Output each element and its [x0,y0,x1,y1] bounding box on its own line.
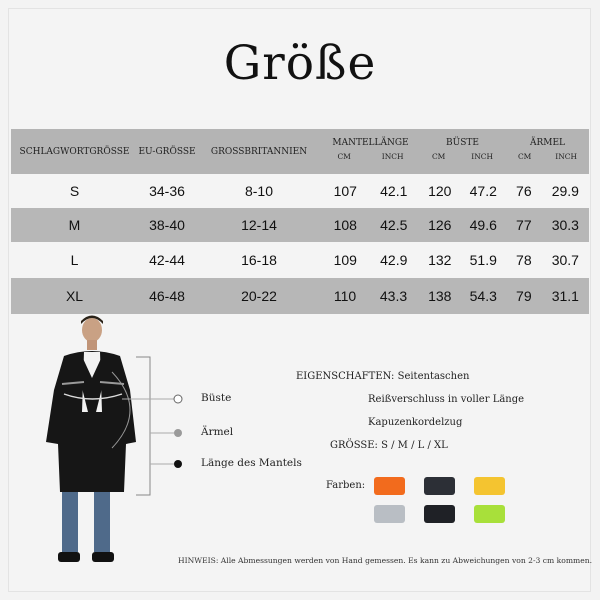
colors-label: Farben: [326,480,366,491]
bust-marker-icon [174,395,182,403]
page-title: Größe [223,36,377,91]
unit-inch: INCH [471,152,494,161]
unit-inch: INCH [555,152,578,161]
cell-eu: 42-44 [149,252,185,268]
color-swatch-black[interactable] [424,505,455,523]
cell-length: 107 42.1 [333,183,408,199]
header-eu-size: EU-GRÖSSE [138,129,196,174]
cell-bust: 132 51.9 [428,252,497,268]
property-item: Kapuzenkordelzug [368,417,463,428]
cell-sleeve: 77 30.3 [506,208,589,242]
unit-inch: INCH [381,152,404,161]
cell-size: M [11,208,138,242]
cell-bust: 138 54.3 [419,278,506,314]
color-swatch-lime[interactable] [474,505,505,523]
color-swatch-light-gray[interactable] [374,505,405,523]
cell-uk: 8-10 [244,183,274,199]
cell-length: 110 43.3 [322,278,419,314]
header-sleeve: ÄRMEL CM INCH [506,129,589,174]
length-marker-icon [174,460,182,468]
header-uk-size: GROSSBRITANNIEN [196,129,322,174]
sleeve-curve [112,372,130,448]
properties-label: EIGENSCHAFTEN: [296,371,395,382]
size-values: S / M / L / XL [381,440,448,451]
cell-length: 108 42.5 [322,208,419,242]
header-coat-length: MANTELLÄNGE CM INCH [322,129,419,174]
legend-length: Länge des Mantels [201,457,302,469]
size-label: GRÖSSE: [330,440,378,451]
cell-uk: 20-22 [196,278,322,314]
measurement-note: HINWEIS: Alle Abmessungen werden von Hand gemessen. Es kann zu Abweichungen von 2-3 cm kommen. [178,556,593,565]
legend-bust: Büste [201,392,232,404]
cell-sleeve: 79 31.1 [506,278,589,314]
unit-cm: CM [431,152,446,161]
color-swatch-orange[interactable] [374,477,405,495]
property-item: Reißverschluss in voller Länge [368,394,525,405]
legend-sleeve: Ärmel [201,426,234,438]
cell-size: XL [11,278,138,314]
cell-sleeve: 76 29.9 [516,183,579,199]
cell-eu: 38-40 [138,208,196,242]
cell-bust: 120 47.2 [428,183,497,199]
unit-cm: CM [337,152,351,161]
header-bust: BÜSTE CM INCH [419,129,506,174]
cell-uk: 12-14 [196,208,322,242]
unit-cm: CM [517,152,532,161]
cell-eu: 34-36 [149,183,185,199]
cell-bust: 126 49.6 [419,208,506,242]
property-item: Seitentaschen [397,371,470,382]
cell-eu: 46-48 [138,278,196,314]
cell-size: L [70,252,79,268]
sleeve-marker-icon [174,429,182,437]
header-keyword-size: SCHLAGWORTGRÖSSE [11,129,138,174]
cell-size: S [69,183,80,199]
cell-uk: 16-18 [241,252,277,268]
product-properties [296,365,524,457]
color-swatch-dark-gray[interactable] [424,477,455,495]
length-bracket [136,357,150,495]
color-swatch-yellow[interactable] [474,477,505,495]
cell-sleeve: 78 30.7 [516,252,579,268]
cell-length: 109 42.9 [333,252,408,268]
